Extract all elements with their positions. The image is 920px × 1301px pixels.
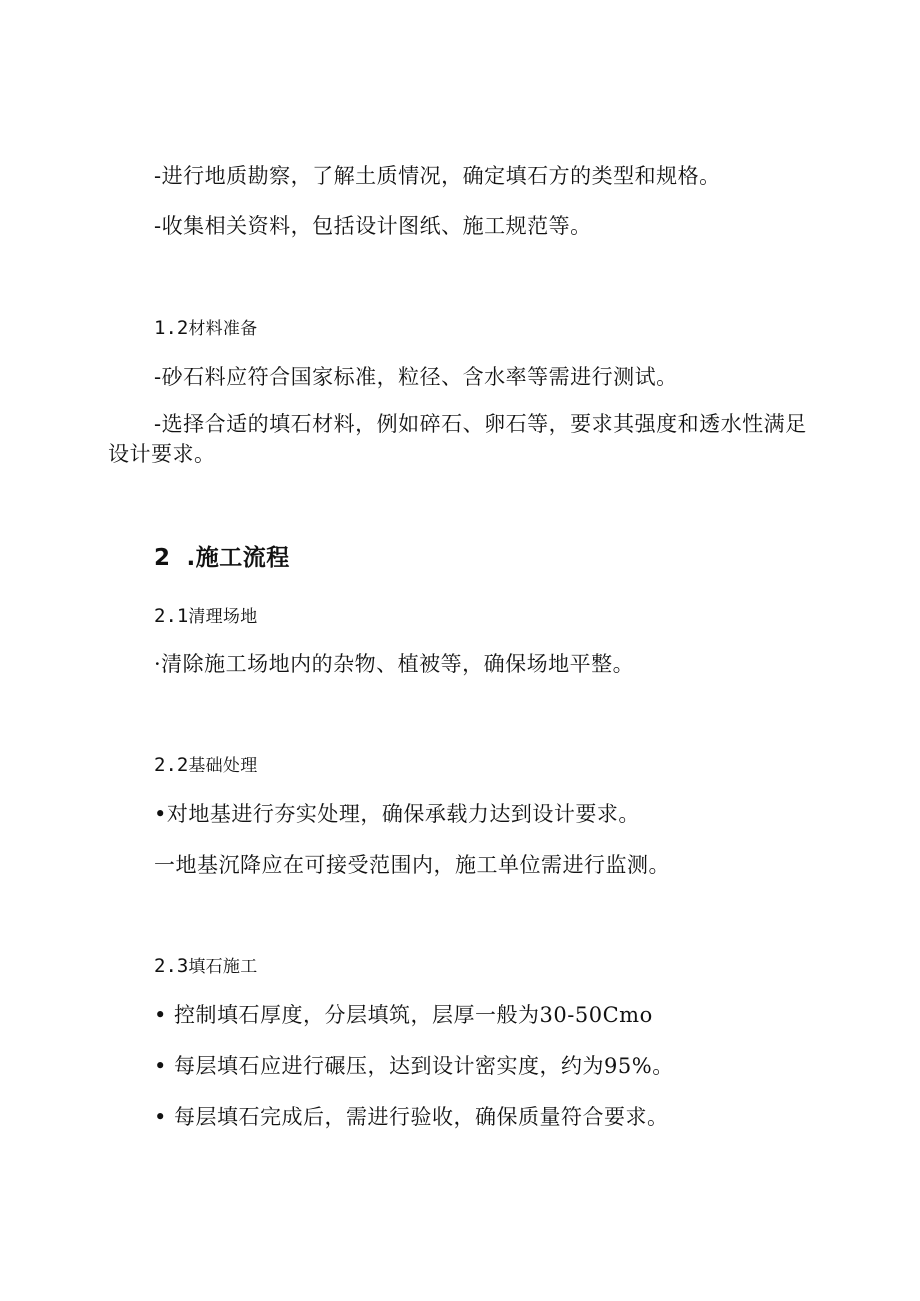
- paragraph-collect-materials: -收集相关资料，包括设计图纸、施工规范等。: [154, 214, 592, 238]
- paragraph-clear-site: ·清除施工场地内的杂物、植被等，确保场地平整。: [154, 652, 635, 676]
- section-number: 2: [154, 545, 171, 571]
- subheading-title: 材料准备: [188, 319, 258, 339]
- section-title: .施工流程: [186, 545, 290, 571]
- subheading-title: 填石施工: [188, 957, 258, 977]
- subheading-number: 2.3: [154, 955, 189, 977]
- subheading-2-1: [154, 604, 258, 629]
- subheading-number: 2.1: [154, 605, 189, 627]
- subheading-number: 2.2: [154, 754, 189, 776]
- subheading-title: 基础处理: [188, 756, 258, 776]
- subheading-1-2: [154, 316, 258, 341]
- bullet-acceptance: • 每层填石完成后，需进行验收，确保质量符合要求。: [154, 1105, 669, 1129]
- bullet-rolling: • 每层填石应进行碾压，达到设计密实度，约为95%。: [154, 1054, 674, 1078]
- paragraph-geological-survey: -进行地质勘察，了解土质情况，确定填石方的类型和规格。: [154, 164, 721, 188]
- subheading-title: 清理场地: [188, 607, 258, 627]
- section-heading-2: [154, 546, 290, 570]
- subheading-number: 1.2: [154, 317, 189, 339]
- subheading-2-3: [154, 954, 258, 979]
- paragraph-sand-gravel: -砂石料应符合国家标准，粒径、含水率等需进行测试。: [154, 365, 678, 389]
- paragraph-settlement: 一地基沉降应在可接受范围内，施工单位需进行监测。: [154, 853, 670, 877]
- paragraph-select-fill-material: -选择合适的填石材料，例如碎石、卵石等，要求其强度和透水性满足设计要求。: [108, 412, 807, 466]
- subheading-2-2: [154, 753, 258, 778]
- bullet-thickness-control: • 控制填石厚度，分层填筑，层厚一般为30-50Cmo: [154, 1003, 653, 1027]
- paragraph-compaction: •对地基进行夯实处理，确保承载力达到设计要求。: [154, 802, 640, 826]
